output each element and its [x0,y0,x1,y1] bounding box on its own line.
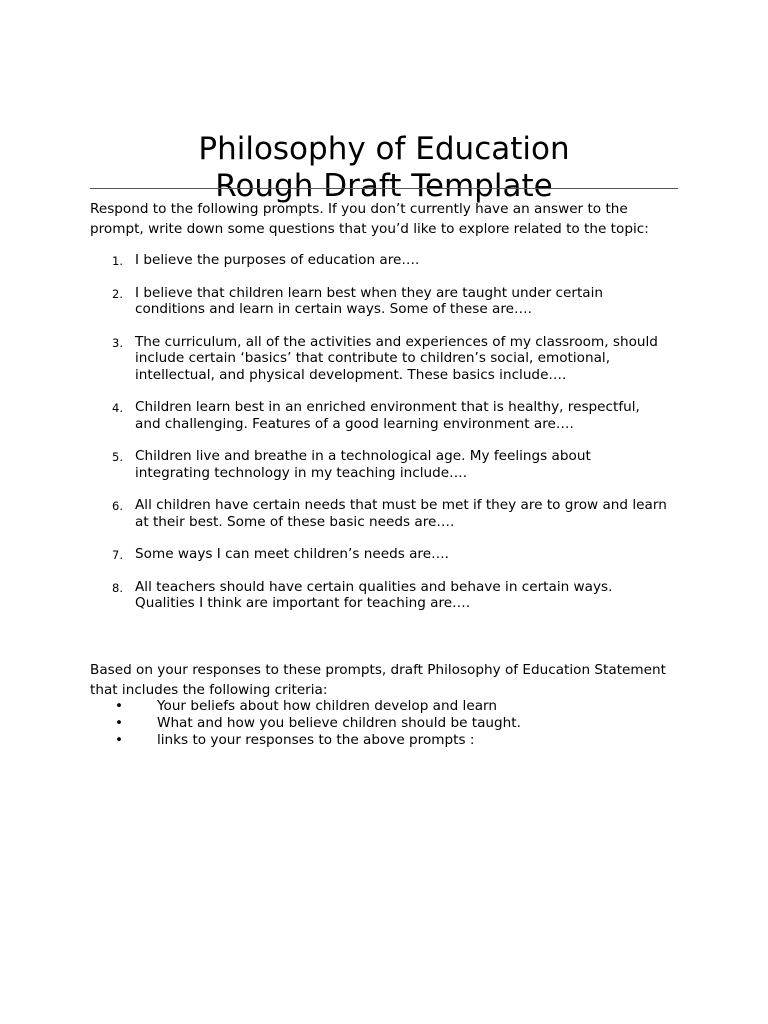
prompt-item-2 [90,285,690,318]
page-title [0,131,768,205]
criteria-item [90,732,690,749]
criteria-item [90,698,690,715]
intro-paragraph [90,199,690,239]
prompt-item-1 [90,252,690,269]
prompt-line: All children have certain needs that must be met if they are to grow and learn [135,497,667,513]
prompt-line: include certain ‘basics’ that contribute to children’s social, emotional, [135,350,611,366]
title-line-2: Rough Draft Template [215,167,553,204]
bullet-icon: • [115,732,124,748]
prompt-number: 2. [112,286,123,301]
prompt-list [90,252,690,628]
prompt-item-8 [90,579,690,612]
prompt-line: Children learn best in an enriched environment that is healthy, respectful, [135,399,640,415]
bullet-icon: • [115,715,124,731]
prompt-line: and challenging. Features of a good learning environment are…. [135,415,574,432]
criteria-intro-paragraph [90,660,690,700]
prompt-item-3 [90,334,690,384]
prompt-number: 5. [112,450,123,464]
title-line-1: Philosophy of Education [198,130,570,167]
prompt-number: 3. [112,335,123,350]
bullet-icon: • [115,698,124,714]
criteria-intro-line-2: that includes the following criteria: [90,682,328,698]
criteria-text: links to your responses to the above prompts : [157,732,475,748]
prompt-number: 1. [112,254,123,268]
prompt-number: 8. [112,580,123,595]
prompt-line: I believe that children learn best when they are taught under certain [135,284,604,301]
criteria-intro-line-1: Based on your responses to these prompts, draft Philosophy of Education Statement [90,662,666,678]
prompt-line: All teachers should have certain qualities and behave in certain ways. [135,578,613,595]
prompt-item-4 [90,399,690,432]
prompt-line: Qualities I think are important for teaching are…. [135,595,471,611]
prompt-number: 7. [112,548,123,562]
prompt-line: conditions and learn in certain ways. Some of these are…. [135,301,532,317]
prompt-item-6 [90,497,690,530]
prompt-line: Children live and breathe in a technological age. My feelings about [135,448,591,464]
prompt-number: 6. [112,499,123,513]
intro-line-1: Respond to the following prompts. If you don’t currently have an answer to the [90,201,628,217]
prompt-line: Some ways I can meet children’s needs are…. [135,546,449,562]
criteria-text: Your beliefs about how children develop and learn [157,698,497,714]
intro-line-2: prompt, write down some questions that you’d like to explore related to the topic: [90,221,649,237]
prompt-line: intellectual, and physical development. These basics include…. [135,366,567,383]
prompt-item-5 [90,448,690,481]
prompt-line: The curriculum, all of the activities and experiences of my classroom, should [135,333,658,350]
prompt-line: integrating technology in my teaching include…. [135,464,468,481]
criteria-list [90,698,690,749]
prompt-line: at their best. Some of these basic needs are…. [135,513,455,530]
prompt-number: 4. [112,401,123,415]
prompt-item-7 [90,546,690,563]
criteria-text: What and how you believe children should be taught. [157,715,521,731]
title-divider [90,188,678,189]
criteria-item [90,715,690,732]
prompt-line: I believe the purposes of education are…. [135,252,420,268]
